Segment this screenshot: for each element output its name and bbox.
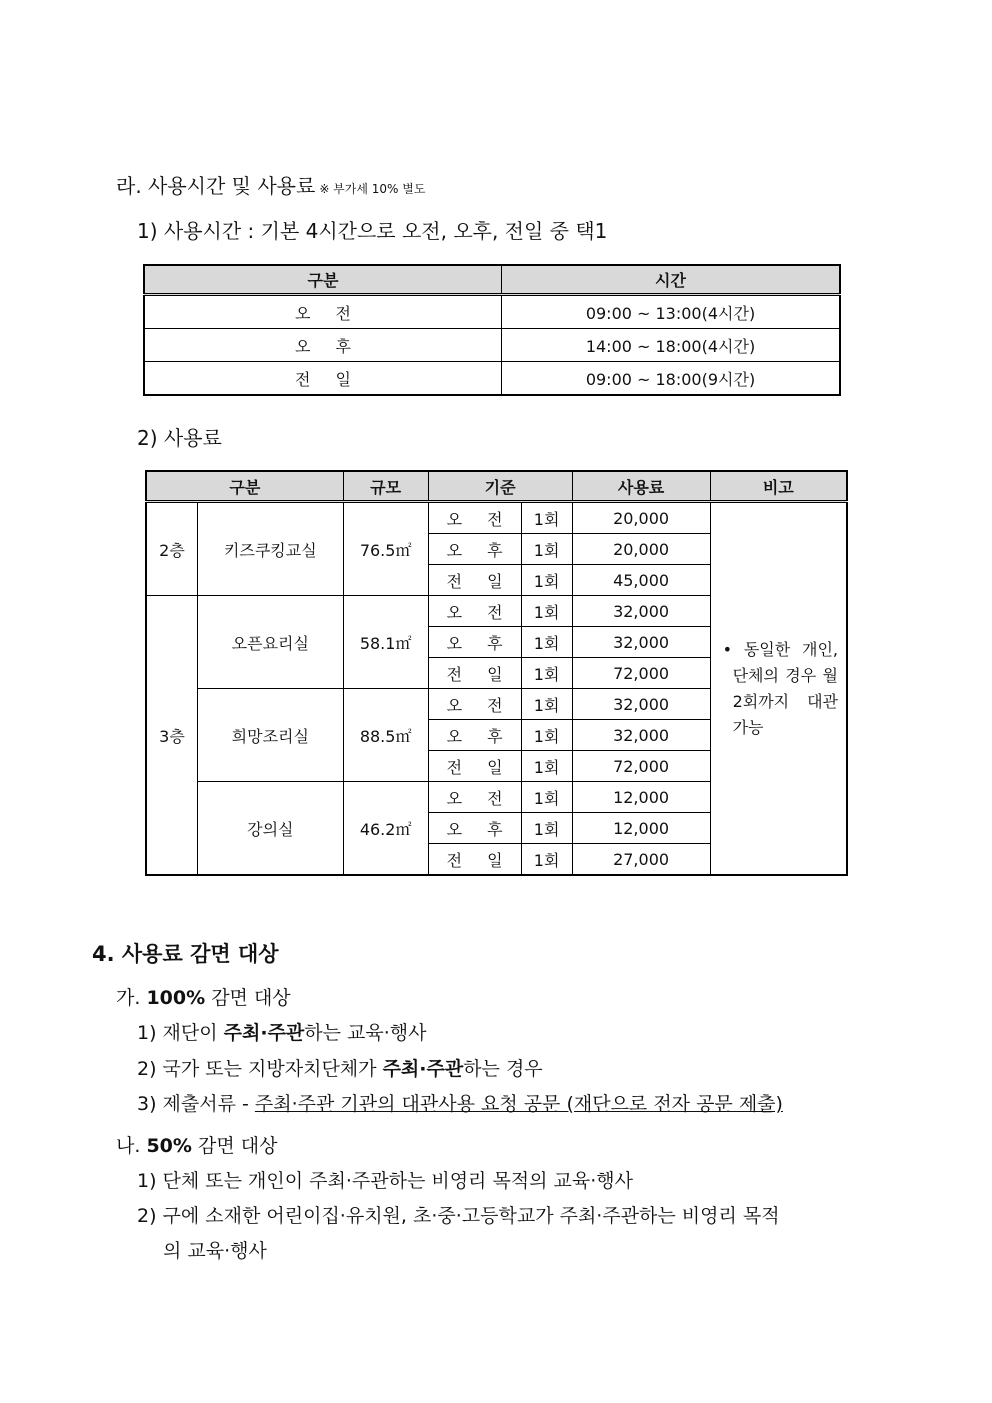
room-size: 58.1㎡ [343, 596, 428, 689]
ga-item-2-pre: 2) 국가 또는 지방자치단체가 [137, 1058, 383, 1080]
count-cell: 1회 [521, 627, 572, 658]
table-row [144, 329, 840, 362]
na-label: 나. [116, 1135, 141, 1157]
time-range: 14:00 ~ 18:00(4시간) [502, 329, 841, 362]
period-cell: 오 전 [428, 782, 521, 813]
table-row [146, 502, 847, 534]
count-cell: 1회 [521, 813, 572, 844]
room-size: 88.5㎡ [343, 689, 428, 782]
ga-item-2 [137, 1054, 543, 1081]
time-table-header-category: 구분 [144, 265, 502, 295]
count-cell: 1회 [521, 782, 572, 813]
na-item-2: 2) 구에 소재한 어린이집·유치원, 초·중·고등학교가 주최·주관하는 비영리 목적 [137, 1205, 780, 1227]
fee-cell: 12,000 [572, 782, 710, 813]
na-item-1: 1) 단체 또는 개인이 주최·주관하는 비영리 목적의 교육·행사 [137, 1170, 634, 1192]
ga-label: 가. [116, 987, 141, 1009]
fee-cell: 20,000 [572, 534, 710, 565]
ga-item-1 [137, 1018, 427, 1045]
usage-time-title: 1) 사용시간 : 기본 4시간으로 오전, 오후, 전일 중 택1 [137, 219, 608, 243]
remark-line: • 동일한 개인, [722, 639, 838, 659]
period-cell: 전 일 [428, 844, 521, 876]
vat-note: ※ 부가세 10% 별도 [319, 182, 426, 196]
ga-percent: 100% [146, 987, 206, 1009]
count-cell: 1회 [521, 658, 572, 689]
section-ra-title: 라. 사용시간 및 사용료 [116, 174, 316, 198]
na-rest: 감면 대상 [197, 1135, 278, 1157]
room-name: 강의실 [198, 782, 344, 876]
ga-item-1-bold: 주최·주관 [223, 1022, 305, 1044]
count-cell: 1회 [521, 751, 572, 782]
fee-header-fee: 사용료 [572, 471, 710, 502]
na-item-2-continued: 의 교육·행사 [163, 1240, 267, 1262]
count-cell: 1회 [521, 534, 572, 565]
ga-item-3-pre: 3) 제출서류 - [137, 1093, 255, 1115]
remark-line: 2회까지 대관 [732, 691, 838, 711]
subsection-ga-heading [116, 983, 291, 1010]
ga-item-2-post: 하는 경우 [463, 1058, 543, 1080]
ga-item-3 [137, 1089, 783, 1116]
period-cell: 오 전 [428, 502, 521, 534]
section-4-title: 4. 사용료 감면 대상 [92, 942, 279, 966]
time-range: 09:00 ~ 13:00(4시간) [502, 295, 841, 329]
fee-cell: 72,000 [572, 751, 710, 782]
period-cell: 오 후 [428, 720, 521, 751]
section-ra-heading [116, 170, 425, 199]
count-cell: 1회 [521, 565, 572, 596]
period-cell: 오 후 [428, 627, 521, 658]
count-cell: 1회 [521, 502, 572, 534]
table-row [144, 295, 840, 329]
floor-cell: 2층 [146, 502, 198, 596]
time-label: 전 일 [144, 362, 502, 396]
period-cell: 오 전 [428, 596, 521, 627]
table-row [144, 362, 840, 396]
time-table-header-time: 시간 [502, 265, 841, 295]
fee-table [145, 470, 848, 876]
ga-item-3-underline: 주최·주관 기관의 대관사용 요청 공문 (재단으로 전자 공문 제출) [254, 1093, 783, 1115]
time-label: 오 전 [144, 295, 502, 329]
ga-item-2-bold: 주최·주관 [382, 1058, 464, 1080]
subsection-na-heading [116, 1131, 277, 1158]
ga-rest: 감면 대상 [211, 987, 291, 1009]
floor-cell: 3층 [146, 596, 198, 876]
period-cell: 전 일 [428, 565, 521, 596]
fee-cell: 72,000 [572, 658, 710, 689]
room-size: 46.2㎡ [343, 782, 428, 876]
time-label: 오 후 [144, 329, 502, 362]
count-cell: 1회 [521, 720, 572, 751]
fee-header-remark: 비고 [710, 471, 847, 502]
na-percent: 50% [146, 1135, 192, 1157]
fee-cell: 32,000 [572, 689, 710, 720]
room-name: 오픈요리실 [198, 596, 344, 689]
period-cell: 전 일 [428, 658, 521, 689]
fee-cell: 32,000 [572, 627, 710, 658]
usage-time-table [143, 264, 841, 396]
room-name: 키즈쿠킹교실 [198, 502, 344, 596]
room-size: 76.5㎡ [343, 502, 428, 596]
fee-cell: 45,000 [572, 565, 710, 596]
count-cell: 1회 [521, 689, 572, 720]
remark-line: 단체의 경우 월 [732, 665, 838, 685]
fee-cell: 32,000 [572, 720, 710, 751]
fee-header-category: 구분 [146, 471, 343, 502]
fee-cell: 20,000 [572, 502, 710, 534]
fee-title: 2) 사용료 [137, 426, 222, 450]
ga-item-1-pre: 1) 재단이 [137, 1022, 224, 1044]
fee-header-size: 규모 [343, 471, 428, 502]
period-cell: 오 전 [428, 689, 521, 720]
fee-cell: 27,000 [572, 844, 710, 876]
ga-item-1-post: 하는 교육·행사 [304, 1022, 427, 1044]
fee-header-basis: 기준 [428, 471, 572, 502]
room-name: 희망조리실 [198, 689, 344, 782]
time-range: 09:00 ~ 18:00(9시간) [502, 362, 841, 396]
remark-cell [710, 502, 847, 876]
period-cell: 오 후 [428, 534, 521, 565]
fee-cell: 12,000 [572, 813, 710, 844]
period-cell: 전 일 [428, 751, 521, 782]
count-cell: 1회 [521, 596, 572, 627]
period-cell: 오 후 [428, 813, 521, 844]
fee-cell: 32,000 [572, 596, 710, 627]
count-cell: 1회 [521, 844, 572, 876]
remark-line: 가능 [732, 717, 764, 737]
